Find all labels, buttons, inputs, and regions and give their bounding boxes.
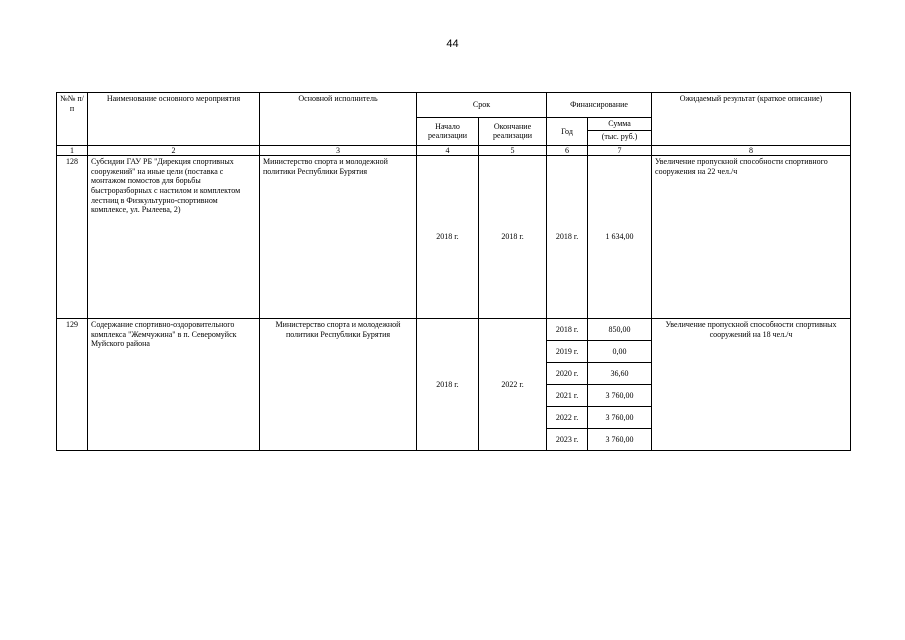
row-executor: Министерство спорта и молодежной политики Республики Бурятия <box>260 156 417 319</box>
column-number: 8 <box>652 145 851 156</box>
row-fin-year: 2023 г. <box>547 429 588 451</box>
header-executor: Основной исполнитель <box>260 93 417 146</box>
row-num: 128 <box>57 156 88 319</box>
row-num: 129 <box>57 319 88 451</box>
row-start: 2018 г. <box>417 156 479 319</box>
table-row <box>57 319 851 341</box>
row-fin-year: 2021 г. <box>547 385 588 407</box>
row-fin-year: 2018 г. <box>547 319 588 341</box>
column-number: 4 <box>417 145 479 156</box>
header-num: №№ п/п <box>57 93 88 146</box>
header-year: Год <box>547 118 588 146</box>
table-row <box>57 156 851 319</box>
header-sum: Сумма <box>588 118 652 131</box>
column-number: 3 <box>260 145 417 156</box>
row-name: Субсидии ГАУ РБ "Дирекция спортивных сооружений" на иные цели (поставка с монтажом помостов для борьбы быстроразборных с настилом и комплектом лестниц в Физкультурно-спортивном комплексе, ул. Рылеева, 2) <box>88 156 260 319</box>
row-result: Увеличение пропускной способности спортивных сооружений на 18 чел./ч <box>652 319 851 451</box>
row-end: 2022 г. <box>479 319 547 451</box>
row-fin-sum: 3 760,00 <box>588 407 652 429</box>
header-result: Ожидаемый результат (краткое описание) <box>652 93 851 146</box>
row-fin-year: 2018 г. <box>547 156 588 319</box>
page-number: 44 <box>446 38 459 50</box>
row-fin-sum: 850,00 <box>588 319 652 341</box>
row-fin-sum: 36,60 <box>588 363 652 385</box>
row-executor: Министерство спорта и молодежной политики Республики Бурятия <box>260 319 417 451</box>
row-end: 2018 г. <box>479 156 547 319</box>
row-fin-sum: 3 760,00 <box>588 385 652 407</box>
row-name: Содержание спортивно-оздоровительного комплекса "Жемчужина" в п. Северомуйск Муйского района <box>88 319 260 451</box>
row-fin-year: 2020 г. <box>547 363 588 385</box>
row-fin-sum: 3 760,00 <box>588 429 652 451</box>
column-number: 2 <box>88 145 260 156</box>
header-term: Срок <box>417 93 547 118</box>
row-result: Увеличение пропускной способности спортивного сооружения на 22 чел./ч <box>652 156 851 319</box>
row-fin-sum: 1 634,00 <box>588 156 652 319</box>
row-start: 2018 г. <box>417 319 479 451</box>
row-fin-sum: 0,00 <box>588 341 652 363</box>
column-number: 6 <box>547 145 588 156</box>
row-fin-year: 2019 г. <box>547 341 588 363</box>
row-fin-year: 2022 г. <box>547 407 588 429</box>
header-sum-unit: (тыс. руб.) <box>588 130 652 145</box>
header-term-start: Начало реализации <box>417 118 479 146</box>
header-term-end: Окончание реализации <box>479 118 547 146</box>
header-row-1 <box>57 93 851 118</box>
column-number: 7 <box>588 145 652 156</box>
column-number: 5 <box>479 145 547 156</box>
header-name: Наименование основного мероприятия <box>88 93 260 146</box>
column-numbers-row <box>57 145 851 156</box>
activities-table <box>56 92 851 451</box>
header-financing: Финансирование <box>547 93 652 118</box>
column-number: 1 <box>57 145 88 156</box>
